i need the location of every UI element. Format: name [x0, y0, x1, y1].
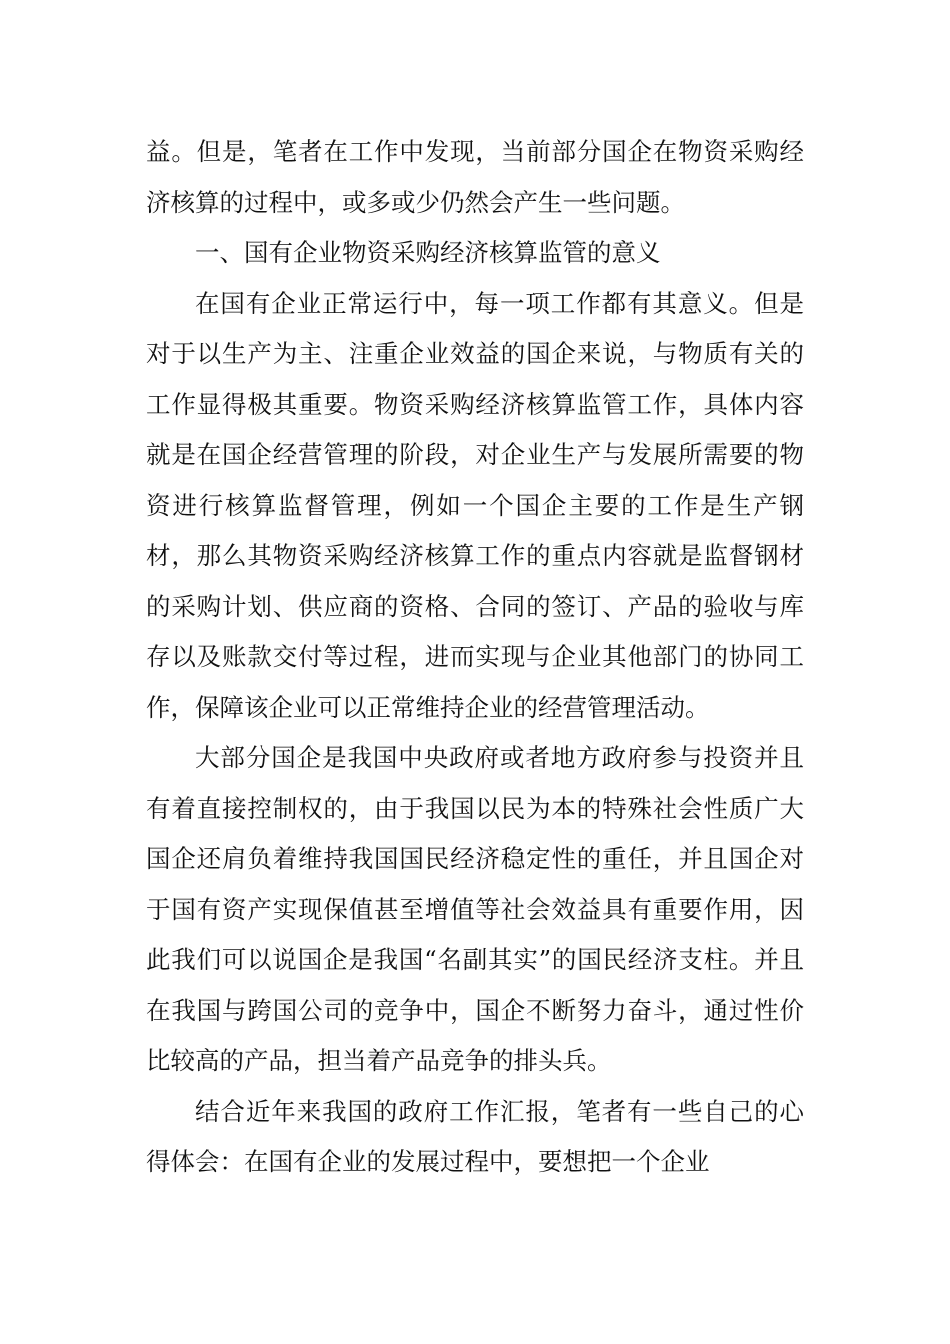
paragraph: 在国有企业正常运行中，每一项工作都有其意义。但是对于以生产为主、注重企业效益的国企来说，与物质有关的工作显得极其重要。物资采购经济核算监管工作，具体内容就是在国企经营管理的阶段，对企业生产与发展所需要的物资进行核算监督管理，例如一个国企主要的工作是生产钢材，那么其物资采购经济核算工作的重点内容就是监督钢材的采购计划、供应商的资格、合同的签订、产品的验收与库存以及账款交付等过程，进而实现与企业其他部门的协同工作，保障该企业可以正常维持企业的经营管理活动。 — [146, 288, 804, 722]
paragraph: 大部分国企是我国中央政府或者地方政府参与投资并且有着直接控制权的，由于我国以民为本的特殊社会性质广大国企还肩负着维持我国国民经济稳定性的重任，并且国企对于国有资产实现保值甚至增值等社会效益具有重要作用，因此我们可以说国企是我国“名副其实”的国民经济支柱。并且在我国与跨国公司的竞争中，国企不断努力奋斗，通过性价比较高的产品，担当着产品竞争的排头兵。 — [146, 743, 804, 1075]
paragraph: 结合近年来我国的政府工作汇报，笔者有一些自己的心得体会：在国有企业的发展过程中，要想把一个企业 — [146, 1096, 804, 1176]
document-body — [146, 127, 804, 1188]
paragraph-continued: 益。但是，笔者在工作中发现，当前部分国企在物资采购经济核算的过程中，或多或少仍然会产生一些问题。 — [146, 137, 804, 217]
section-heading: 一、国有企业物资采购经济核算监管的意义 — [195, 238, 661, 267]
